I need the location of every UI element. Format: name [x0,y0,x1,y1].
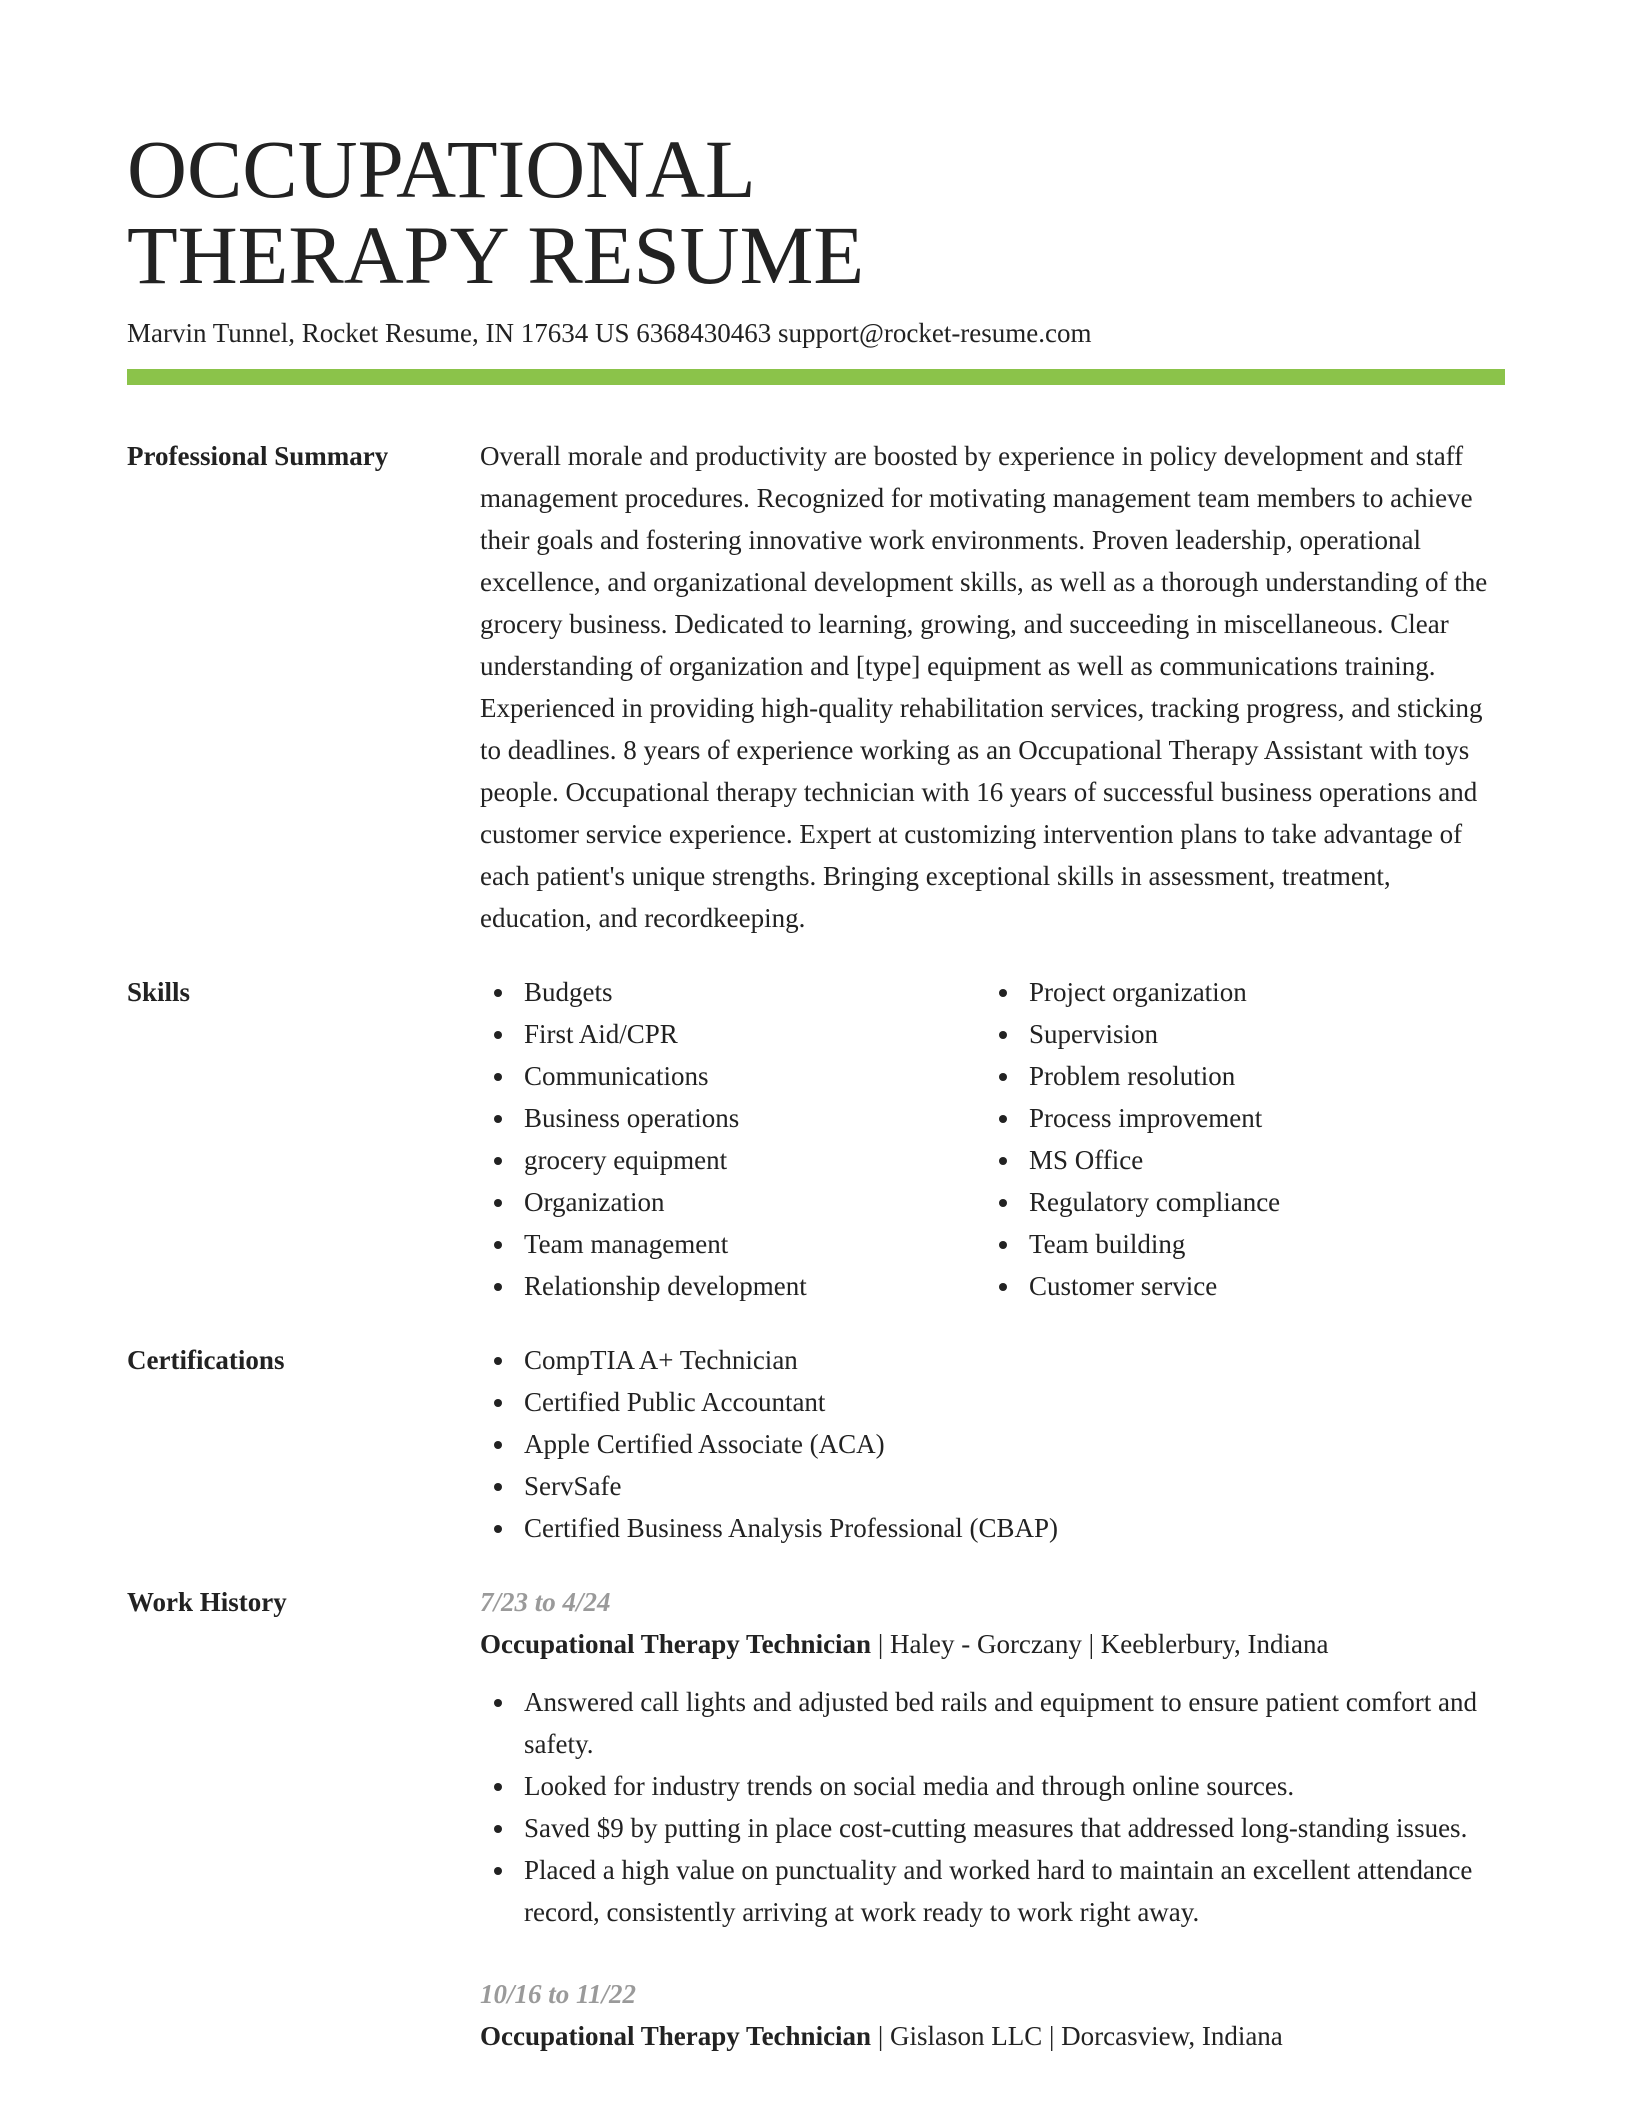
title-line-2: THERAPY RESUME [127,209,865,301]
certification-item: ServSafe [480,1465,1505,1507]
job-bullet: Saved $9 by putting in place cost-cutting measures that addressed long-standing issues. [480,1807,1505,1849]
certification-item: Certified Business Analysis Professional (CBAP) [480,1507,1505,1549]
skill-item: Supervision [985,1013,1490,1055]
work-history-label: Work History [127,1587,287,1617]
skill-item: MS Office [985,1139,1490,1181]
job-heading [480,2015,1505,2057]
skill-item: grocery equipment [480,1139,985,1181]
job-title: Occupational Therapy Technician [480,2021,872,2051]
job-dates: 10/16 to 11/22 [480,1979,637,2009]
job-entry [480,1973,1505,2057]
job-entry [480,1581,1505,1933]
certification-item: Certified Public Accountant [480,1381,1505,1423]
skill-item: Project organization [985,971,1490,1013]
job-heading [480,1623,1505,1665]
accent-divider [127,369,1505,385]
skills-list-1 [480,971,985,1307]
skill-item: Relationship development [480,1265,985,1307]
skill-item: Organization [480,1181,985,1223]
certifications-body [480,1339,1505,1549]
skill-item: First Aid/CPR [480,1013,985,1055]
job-employer-location: | Gislason LLC | Dorcasview, Indiana [871,2021,1283,2051]
skills-list-2 [985,971,1490,1307]
resume-page [127,0,1505,2097]
skill-item: Communications [480,1055,985,1097]
skills-label: Skills [127,977,191,1007]
job-bullets [480,1681,1505,1933]
title-line-1: OCCUPATIONAL [127,123,756,215]
skills-section [127,971,1505,1307]
skill-item: Customer service [985,1265,1490,1307]
skill-item: Team management [480,1223,985,1265]
job-bullet: Placed a high value on punctuality and worked hard to maintain an excellent attendance record, consistently arriving at work ready to work right away. [480,1849,1505,1933]
skills-column-2 [985,971,1490,1307]
certifications-list [480,1339,1505,1549]
work-history-body [480,1581,1505,2097]
skills-columns [480,971,1505,1307]
summary-body [480,435,1505,939]
job-title: Occupational Therapy Technician [480,1629,872,1659]
job-bullet: Answered call lights and adjusted bed rails and equipment to ensure patient comfort and safety. [480,1681,1505,1765]
skill-item: Budgets [480,971,985,1013]
certification-item: CompTIA A+ Technician [480,1339,1505,1381]
job-bullet: Looked for industry trends on social media and through online sources. [480,1765,1505,1807]
certifications-label: Certifications [127,1345,285,1375]
job-employer-location: | Haley - Gorczany | Keeblerbury, Indiana [871,1629,1329,1659]
skills-body [480,971,1505,1307]
summary-section [127,435,1505,939]
skills-column-1 [480,971,985,1307]
job-dates: 7/23 to 4/24 [480,1587,611,1617]
summary-label: Professional Summary [127,441,389,471]
resume-title [127,0,1505,301]
skill-item: Business operations [480,1097,985,1139]
skill-item: Team building [985,1223,1490,1265]
summary-text: Overall morale and productivity are boosted by experience in policy development and staff management procedures. Recognized for motivating management team members to achieve their goals and fostering innovative work environments. Proven leadership, operational excellence, and organizational development skills, as well as a thorough understanding of the grocery business. Dedicated to learning, growing, and succeeding in miscellaneous. Clear understanding of organization and [type] equipment as well as communications training. Experienced in providing high-quality rehabilitation services, tracking progress, and sticking to deadlines. 8 years of experience working as an Occupational Therapy Assistant with toys people. Occupational therapy technician with 16 years of successful business operations and customer service experience. Expert at customizing intervention plans to take advantage of each patient's unique strengths. Bringing exceptional skills in assessment, treatment, education, and recordkeeping. [480,441,1488,933]
skill-item: Regulatory compliance [985,1181,1490,1223]
skill-item: Problem resolution [985,1055,1490,1097]
contact-info: Marvin Tunnel, Rocket Resume, IN 17634 US 6368430463 support@rocket-resume.com [127,318,1092,348]
certification-item: Apple Certified Associate (ACA) [480,1423,1505,1465]
certifications-section [127,1339,1505,1549]
skill-item: Process improvement [985,1097,1490,1139]
work-history-section [127,1581,1505,2097]
